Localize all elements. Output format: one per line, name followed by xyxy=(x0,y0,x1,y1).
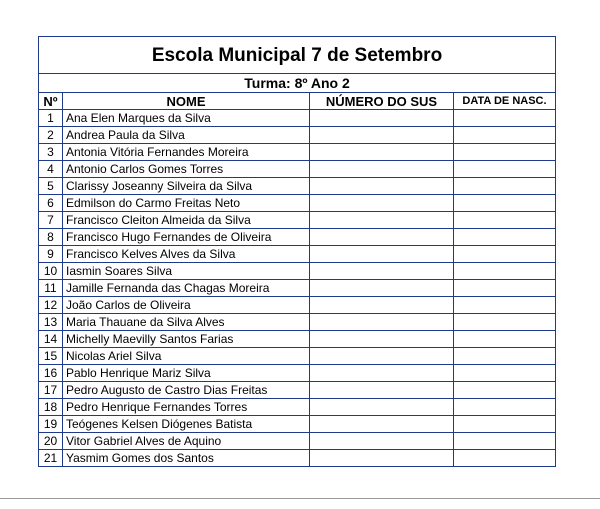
birth-date-cell[interactable] xyxy=(454,348,556,365)
sus-number-cell[interactable] xyxy=(310,348,454,365)
row-number: 21 xyxy=(39,450,63,467)
student-name: Michelly Maevilly Santos Farias xyxy=(63,331,310,348)
sus-number-cell[interactable] xyxy=(310,433,454,450)
student-name: Pablo Henrique Mariz Silva xyxy=(63,365,310,382)
birth-date-cell[interactable] xyxy=(454,195,556,212)
sus-number-cell[interactable] xyxy=(310,195,454,212)
row-number: 7 xyxy=(39,212,63,229)
sus-number-cell[interactable] xyxy=(310,178,454,195)
row-number: 10 xyxy=(39,263,63,280)
student-name: Maria Thauane da Silva Alves xyxy=(63,314,310,331)
row-number: 12 xyxy=(39,297,63,314)
sus-number-cell[interactable] xyxy=(310,161,454,178)
sus-number-cell[interactable] xyxy=(310,365,454,382)
student-name: Francisco Hugo Fernandes de Oliveira xyxy=(63,229,310,246)
student-name: Clarissy Joseanny Silveira da Silva xyxy=(63,178,310,195)
table-row xyxy=(39,433,556,450)
subtitle-row xyxy=(39,74,556,93)
student-name: João Carlos de Oliveira xyxy=(63,297,310,314)
row-number: 16 xyxy=(39,365,63,382)
birth-date-cell[interactable] xyxy=(454,161,556,178)
sus-number-cell[interactable] xyxy=(310,280,454,297)
row-number: 1 xyxy=(39,110,63,127)
birth-date-cell[interactable] xyxy=(454,297,556,314)
student-name: Ana Elen Marques da Silva xyxy=(63,110,310,127)
row-number: 18 xyxy=(39,399,63,416)
row-number: 19 xyxy=(39,416,63,433)
roster-body xyxy=(39,37,556,467)
header-row xyxy=(39,93,556,110)
sus-number-cell[interactable] xyxy=(310,297,454,314)
student-name: Yasmim Gomes dos Santos xyxy=(63,450,310,467)
sus-number-cell[interactable] xyxy=(310,127,454,144)
sus-number-cell[interactable] xyxy=(310,382,454,399)
table-row xyxy=(39,399,556,416)
birth-date-cell[interactable] xyxy=(454,433,556,450)
row-number: 5 xyxy=(39,178,63,195)
table-row xyxy=(39,161,556,178)
birth-date-cell[interactable] xyxy=(454,382,556,399)
table-row xyxy=(39,212,556,229)
table-row xyxy=(39,416,556,433)
birth-date-cell[interactable] xyxy=(454,229,556,246)
table-row xyxy=(39,246,556,263)
table-row xyxy=(39,229,556,246)
sus-number-cell[interactable] xyxy=(310,331,454,348)
table-row xyxy=(39,280,556,297)
table-row xyxy=(39,127,556,144)
page-bottom-rule xyxy=(0,498,600,499)
col-header-number: Nº xyxy=(39,93,63,110)
birth-date-cell[interactable] xyxy=(454,178,556,195)
table-row xyxy=(39,314,556,331)
birth-date-cell[interactable] xyxy=(454,416,556,433)
birth-date-cell[interactable] xyxy=(454,331,556,348)
student-name: Edmilson do Carmo Freitas Neto xyxy=(63,195,310,212)
row-number: 20 xyxy=(39,433,63,450)
birth-date-cell[interactable] xyxy=(454,280,556,297)
sus-number-cell[interactable] xyxy=(310,263,454,280)
birth-date-cell[interactable] xyxy=(454,246,556,263)
student-name: Pedro Augusto de Castro Dias Freitas xyxy=(63,382,310,399)
student-name: Antonio Carlos Gomes Torres xyxy=(63,161,310,178)
col-header-name: NOME xyxy=(63,93,310,110)
birth-date-cell[interactable] xyxy=(454,314,556,331)
row-number: 3 xyxy=(39,144,63,161)
student-name: Francisco Cleiton Almeida da Silva xyxy=(63,212,310,229)
birth-date-cell[interactable] xyxy=(454,127,556,144)
birth-date-cell[interactable] xyxy=(454,144,556,161)
sus-number-cell[interactable] xyxy=(310,229,454,246)
row-number: 2 xyxy=(39,127,63,144)
class-roster-table xyxy=(38,36,556,467)
table-row xyxy=(39,450,556,467)
sus-number-cell[interactable] xyxy=(310,246,454,263)
page-title: Escola Municipal 7 de Setembro xyxy=(39,37,556,74)
student-name: Jamille Fernanda das Chagas Moreira xyxy=(63,280,310,297)
student-name: Francisco Kelves Alves da Silva xyxy=(63,246,310,263)
student-name: Nicolas Ariel Silva xyxy=(63,348,310,365)
table-row xyxy=(39,297,556,314)
table-row xyxy=(39,365,556,382)
row-number: 4 xyxy=(39,161,63,178)
sus-number-cell[interactable] xyxy=(310,144,454,161)
table-row xyxy=(39,110,556,127)
row-number: 11 xyxy=(39,280,63,297)
col-header-birth-date: DATA DE NASC. xyxy=(454,93,556,110)
student-name: Vitor Gabriel Alves de Aquino xyxy=(63,433,310,450)
student-name: Iasmin Soares Silva xyxy=(63,263,310,280)
class-subtitle: Turma: 8º Ano 2 xyxy=(39,74,556,93)
row-number: 9 xyxy=(39,246,63,263)
table-row xyxy=(39,331,556,348)
birth-date-cell[interactable] xyxy=(454,365,556,382)
table-row xyxy=(39,263,556,280)
row-number: 8 xyxy=(39,229,63,246)
table-row xyxy=(39,348,556,365)
table-row xyxy=(39,144,556,161)
sus-number-cell[interactable] xyxy=(310,314,454,331)
student-name: Teógenes Kelsen Diógenes Batista xyxy=(63,416,310,433)
sus-number-cell[interactable] xyxy=(310,450,454,467)
table-row xyxy=(39,382,556,399)
birth-date-cell[interactable] xyxy=(454,212,556,229)
student-name: Pedro Henrique Fernandes Torres xyxy=(63,399,310,416)
birth-date-cell[interactable] xyxy=(454,110,556,127)
sus-number-cell[interactable] xyxy=(310,212,454,229)
sus-number-cell[interactable] xyxy=(310,399,454,416)
sus-number-cell[interactable] xyxy=(310,110,454,127)
birth-date-cell[interactable] xyxy=(454,450,556,467)
row-number: 14 xyxy=(39,331,63,348)
row-number: 6 xyxy=(39,195,63,212)
col-header-sus: NÚMERO DO SUS xyxy=(310,93,454,110)
student-name: Antonia Vitória Fernandes Moreira xyxy=(63,144,310,161)
row-number: 15 xyxy=(39,348,63,365)
birth-date-cell[interactable] xyxy=(454,399,556,416)
row-number: 13 xyxy=(39,314,63,331)
row-number: 17 xyxy=(39,382,63,399)
table-row xyxy=(39,195,556,212)
sus-number-cell[interactable] xyxy=(310,416,454,433)
table-row xyxy=(39,178,556,195)
title-row xyxy=(39,37,556,74)
student-name: Andrea Paula da Silva xyxy=(63,127,310,144)
birth-date-cell[interactable] xyxy=(454,263,556,280)
